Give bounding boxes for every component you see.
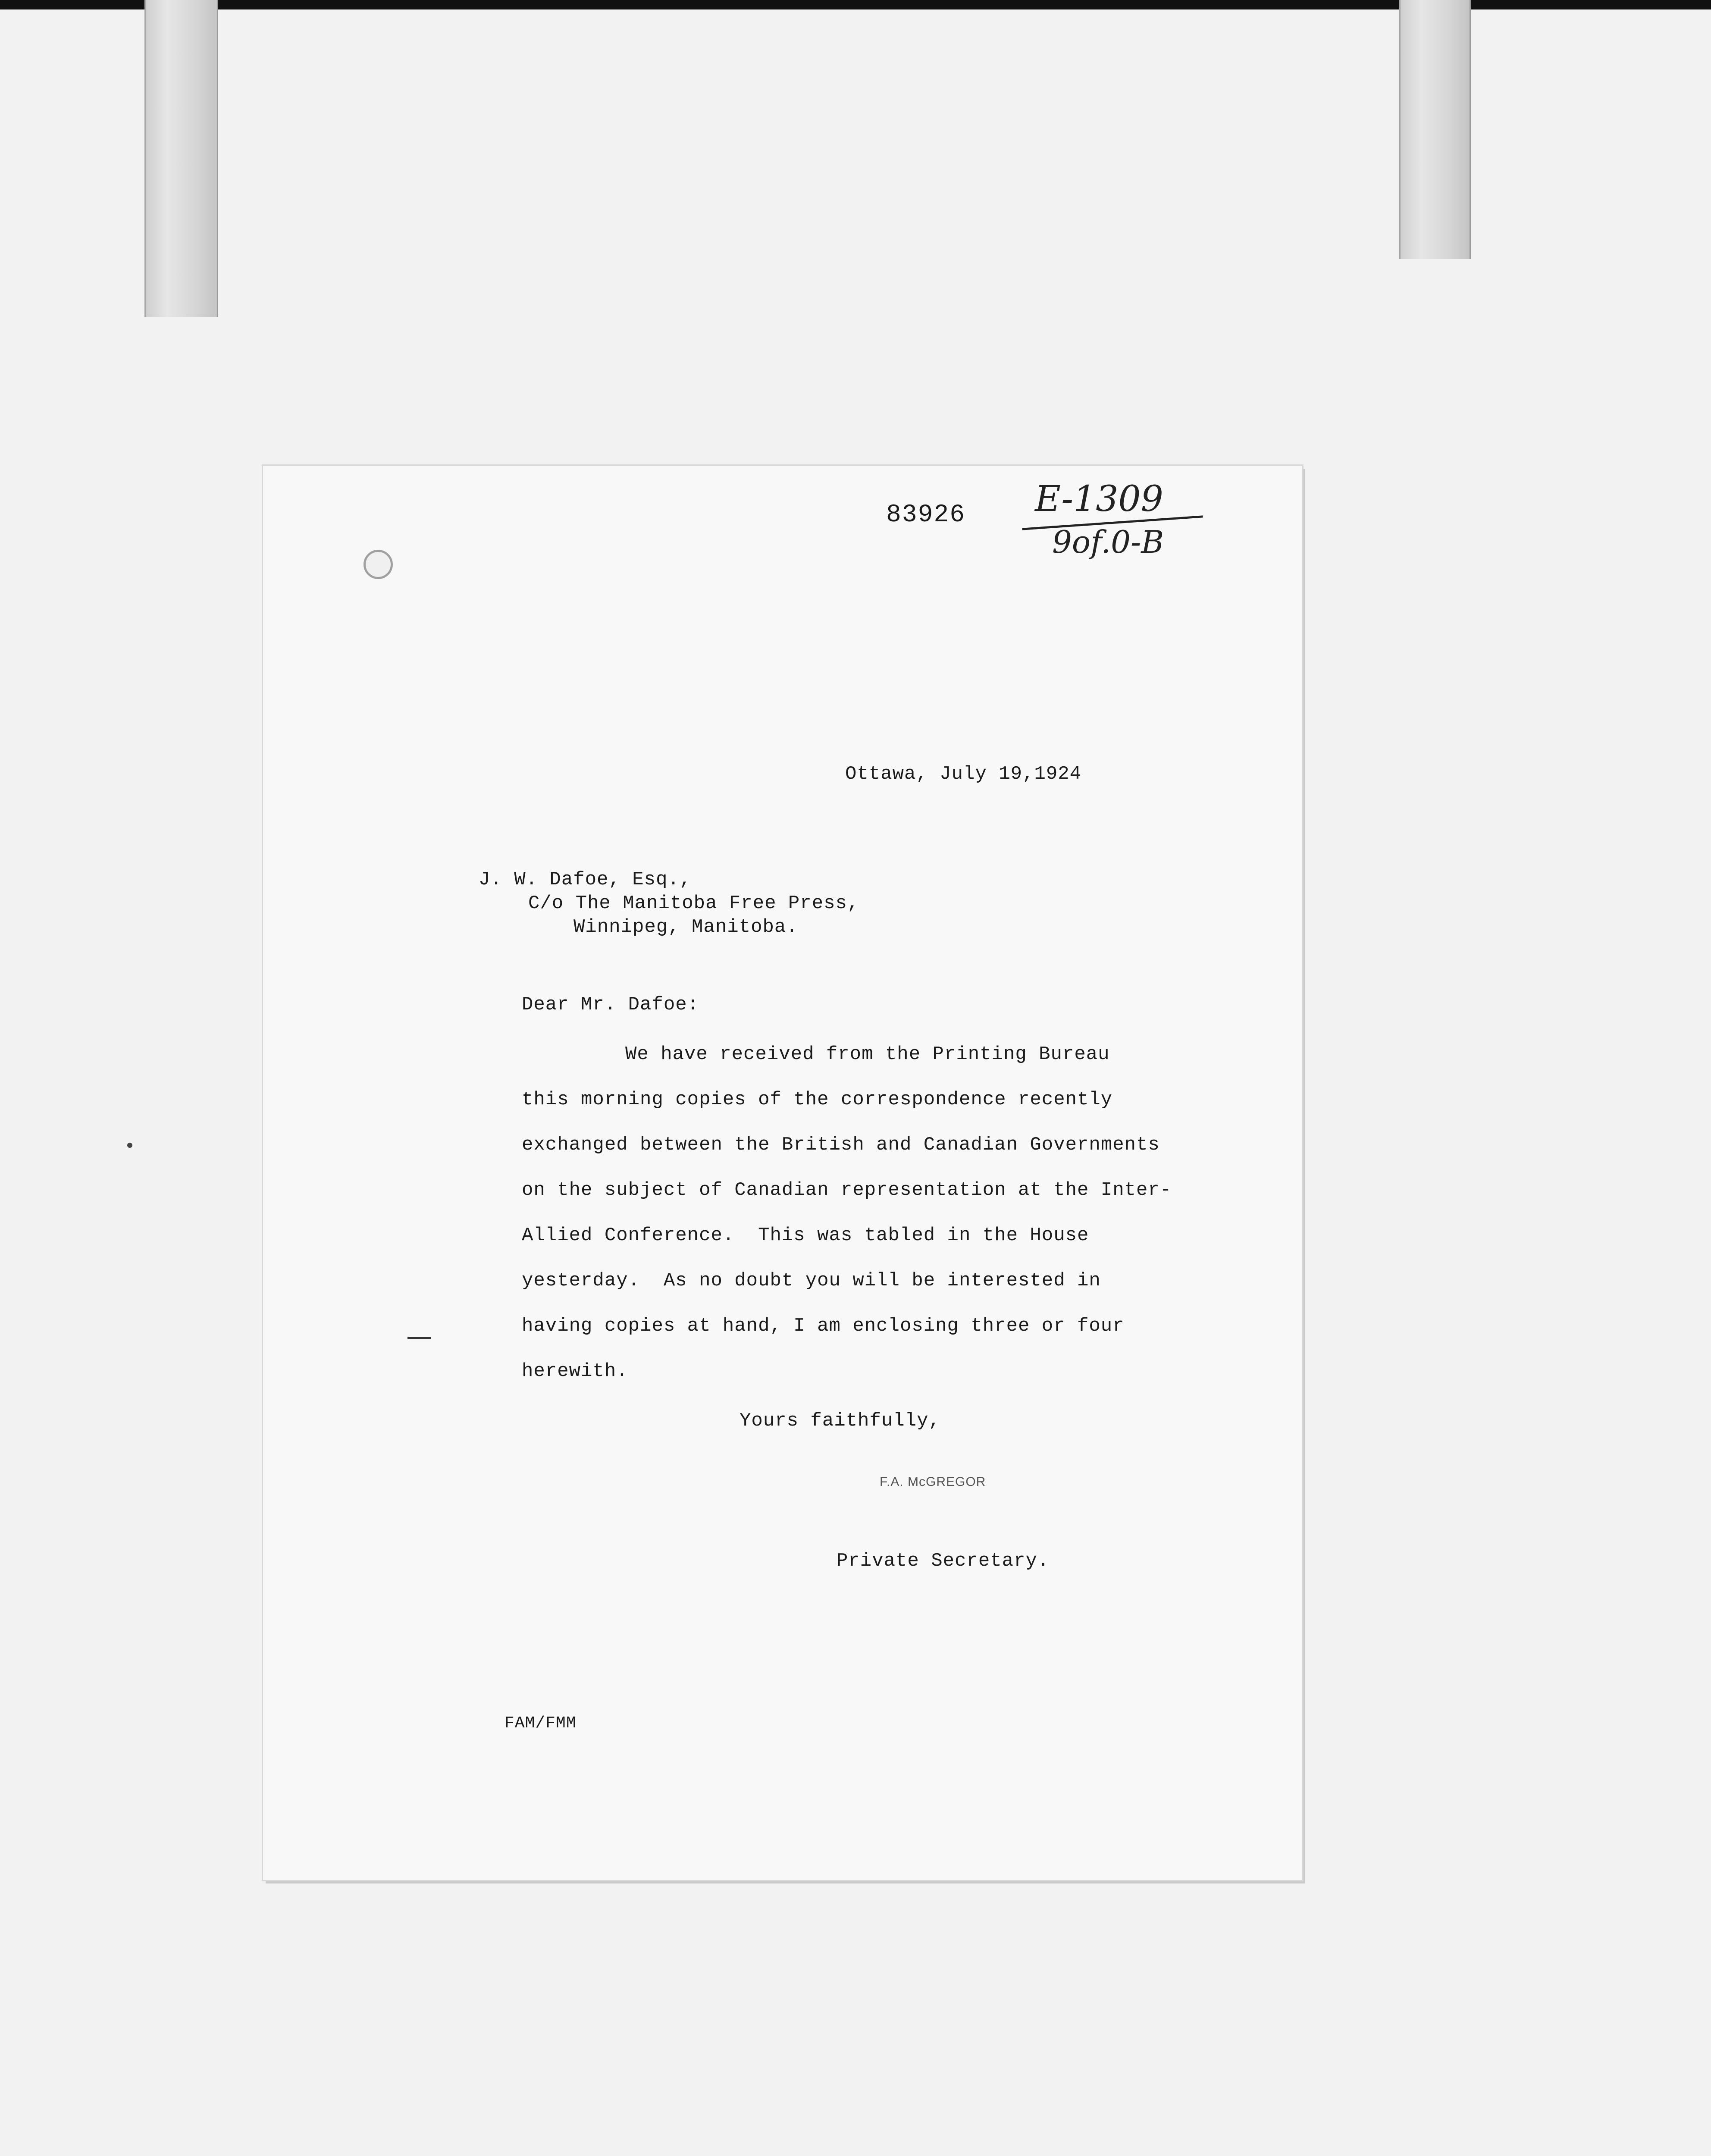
body-line: herewith. [522, 1360, 628, 1382]
margin-mark [127, 1143, 132, 1148]
salutation: Dear Mr. Dafoe: [522, 994, 699, 1015]
closing: Yours faithfully, [740, 1410, 940, 1432]
margin-mark [407, 1337, 431, 1339]
reference-initials: FAM/FMM [505, 1714, 577, 1733]
body-line: this morning copies of the correspondence recently [522, 1089, 1113, 1110]
body-line: yesterday. As no doubt you will be interested in [522, 1270, 1101, 1291]
mounting-tape [1399, 0, 1471, 259]
addressee-line: C/o The Manitoba Free Press, [528, 893, 859, 914]
body-line: having copies at hand, I am enclosing three or four [522, 1315, 1125, 1337]
archive-reference-handwritten: E-1309 [1035, 479, 1163, 520]
document-number: 83926 [886, 501, 966, 529]
body-line: exchanged between the British and Canadian Governments [522, 1134, 1160, 1156]
archive-reference-handwritten-sub: 9of.0-B [1052, 524, 1164, 560]
punch-hole [364, 550, 393, 579]
letter-sheet [263, 466, 1302, 1880]
signature-title: Private Secretary. [837, 1550, 1050, 1572]
body-line: Allied Conference. This was tabled in the House [522, 1225, 1089, 1246]
addressee-line: Winnipeg, Manitoba. [573, 916, 798, 938]
mounting-tape [144, 0, 218, 317]
dateline: Ottawa, July 19,1924 [845, 763, 1082, 785]
body-line: on the subject of Canadian representation at the Inter- [522, 1179, 1172, 1201]
addressee-line: J. W. Dafoe, Esq., [479, 869, 692, 890]
body-line: We have received from the Printing Bureau [625, 1044, 1110, 1065]
signature-stamp: F.A. McGREGOR [880, 1475, 986, 1489]
